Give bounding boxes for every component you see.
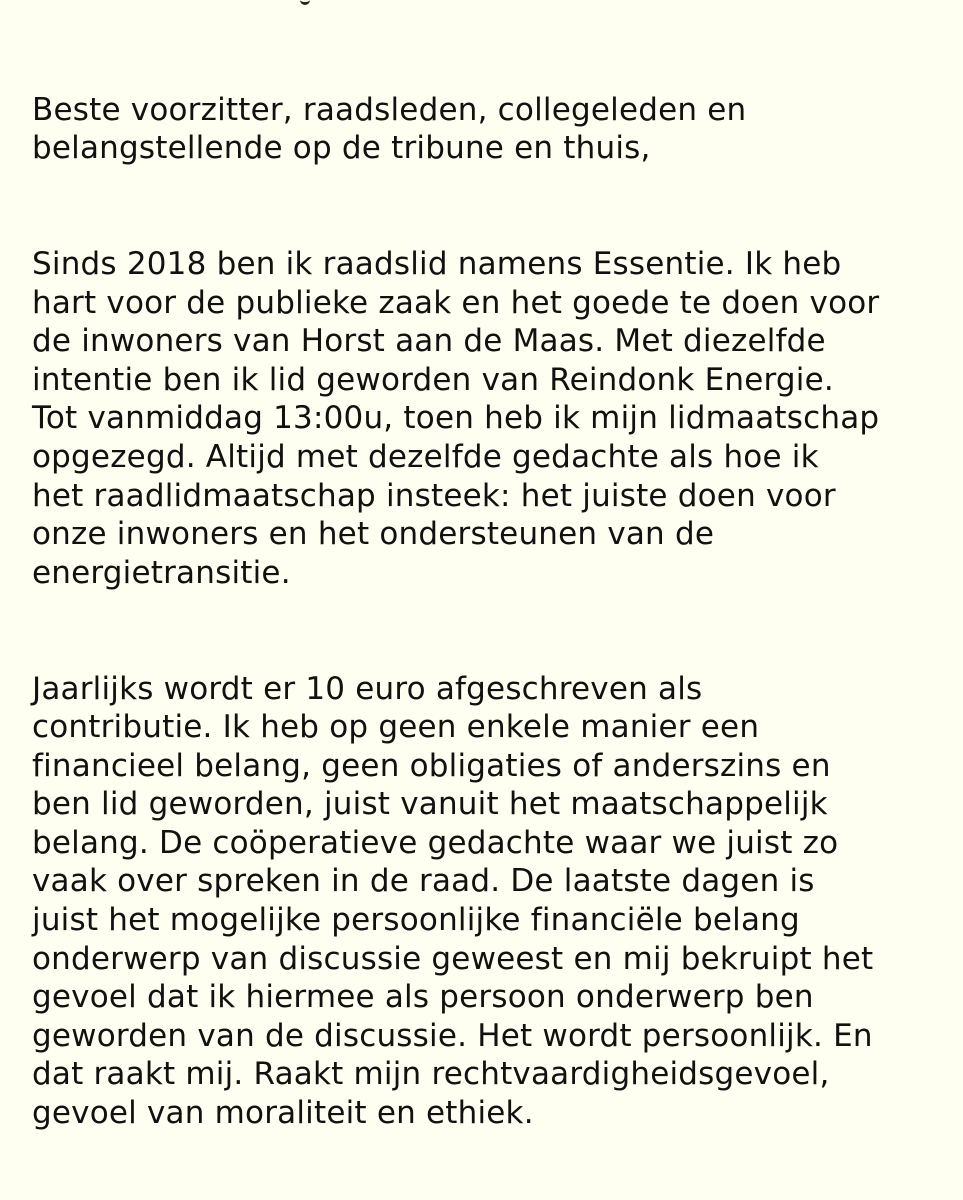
note-paragraph-contribution: Jaarlijks wordt er 10 euro afgeschreven als contributie. Ik heb op geen enkele manier een financieel belang, geen obligaties of anderszins en ben lid geworden, juist vanuit het maatschappelijk belang. De coöperatieve gedachte waar we juist zo vaak over spreken in de raad. De laatste dagen is juist het mogelijke persoonlijke financiële belang onderwerp van discussie geweest en mij bekruipt het gevoel dat ik hiermee als persoon onderwerp ben geworden van de discussie. Het wordt persoonlijk. En dat raakt mij. Raakt mijn rechtvaardigheidsgevoel, gevoel van moraliteit en ethiek. xyxy=(32,670,874,1132)
cropped-text-fragment xyxy=(300,0,310,5)
note-paragraph-introduction: Sinds 2018 ben ik raadslid namens Essentie. Ik heb hart voor de publieke zaak en het goede te doen voor de inwoners van Horst aan de Maas. Met diezelfde intentie ben ik lid geworden van Reindonk Energie. Tot vanmiddag 13:00u, toen heb ik mijn lidmaatschap opgezegd. Altijd met dezelfde gedachte als hoe ik het raadlidmaatschap insteek: het juiste doen voor onze inwoners en het ondersteunen van de energietransitie. xyxy=(32,245,880,591)
emoji-fragment-icon xyxy=(300,0,340,6)
note-body[interactable] xyxy=(32,52,932,1171)
note-paragraph-greeting: Beste voorzitter, raadsleden, collegeleden en belangstellende op de tribune en thuis, xyxy=(32,91,747,167)
